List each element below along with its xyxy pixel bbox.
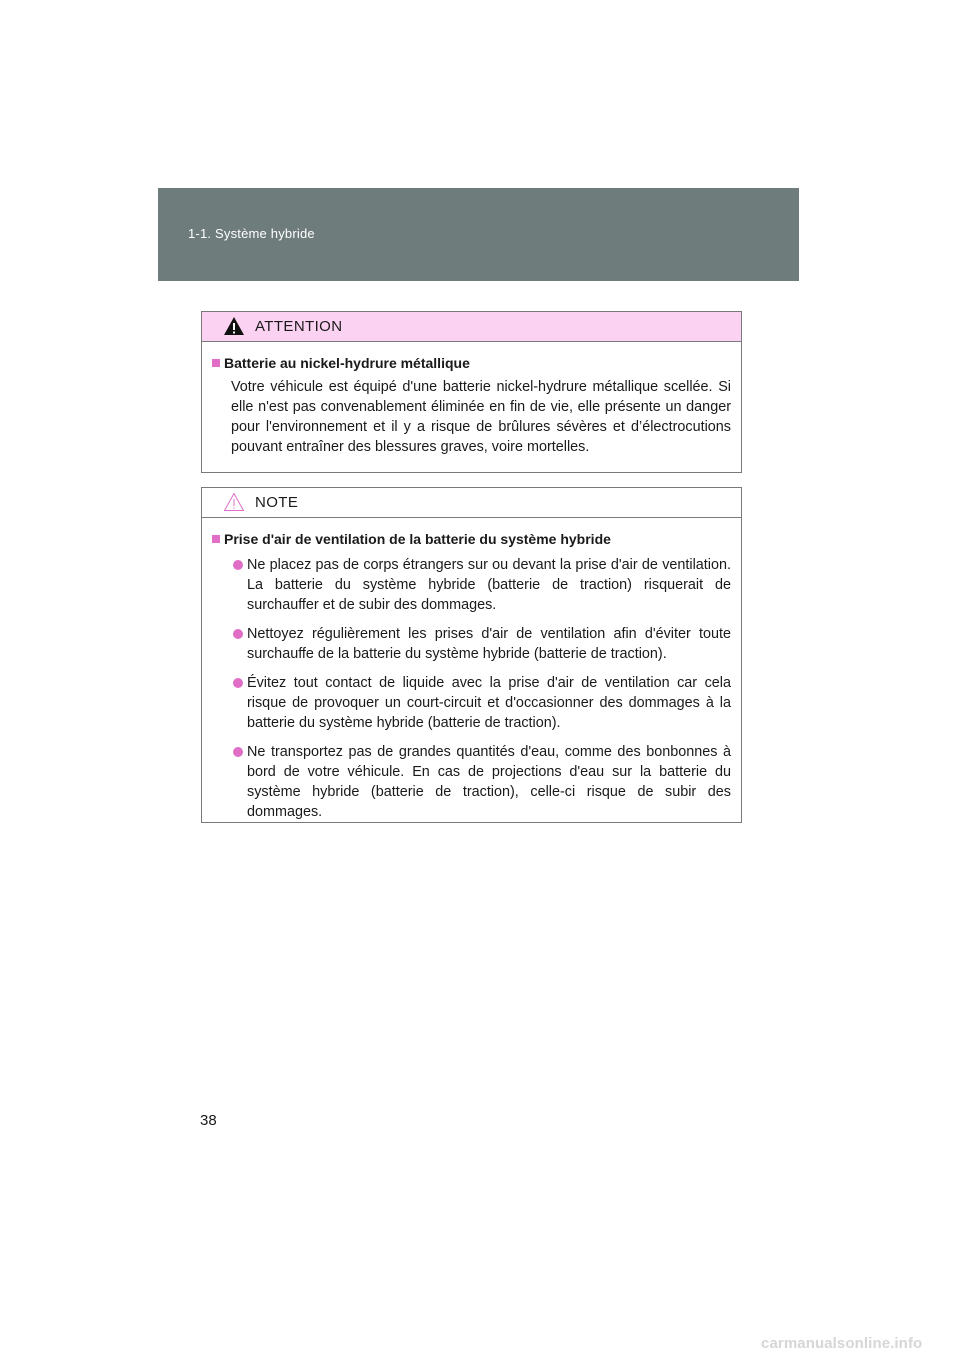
- attention-heading: ATTENTION: [255, 318, 343, 335]
- note-section-title: Prise d'air de ventilation de la batterie du système hybride: [212, 529, 731, 549]
- square-bullet-icon: [212, 535, 220, 543]
- note-bullet-item: Nettoyez régulièrement les prises d'air de ventilation afin d'éviter toute surchauffe de la batterie du système hybride (batterie de traction).: [233, 624, 731, 664]
- attention-section-title: Batterie au nickel-hydrure métallique: [212, 353, 731, 373]
- warning-outline-icon: [223, 492, 245, 512]
- square-bullet-icon: [212, 359, 220, 367]
- section-header-band: [158, 188, 799, 281]
- note-bullet-item: Ne placez pas de corps étrangers sur ou devant la prise d'air de ventilation. La batterie du système hybride (batterie de traction) risquerait de surchauffer et de subir des dommages.: [233, 555, 731, 615]
- note-header: [202, 488, 741, 518]
- section-title: 1-1. Système hybride: [188, 226, 315, 241]
- round-bullet-icon: [233, 629, 243, 639]
- round-bullet-icon: [233, 747, 243, 757]
- round-bullet-icon: [233, 560, 243, 570]
- attention-box: [201, 311, 742, 473]
- warning-icon: [223, 316, 245, 336]
- note-heading: NOTE: [255, 494, 299, 511]
- note-box: [201, 487, 742, 823]
- note-bullet-item: Ne transportez pas de grandes quantités d'eau, comme des bonbonnes à bord de votre véhicule. En cas de projections d'eau sur la batterie du système hybride (batterie de traction), celle-ci risque de subir des dommages.: [233, 742, 731, 822]
- round-bullet-icon: [233, 678, 243, 688]
- page-number: 38: [200, 1112, 217, 1129]
- note-bullet-item: Évitez tout contact de liquide avec la prise d'air de ventilation car cela risque de provoquer un court-circuit et d'occasionner des dommages à la batterie du système hybride (batterie de traction).: [233, 673, 731, 733]
- watermark: carmanualsonline.info: [761, 1335, 923, 1352]
- attention-text: Votre véhicule est équipé d'une batterie nickel-hydrure métallique scellée. Si elle n'est pas convenablement éliminée en fin de vie, elle présente un danger pour l'environnement et il y a risque de brûlures sévères et d’électrocutions pouvant entraîner des blessures graves, voire mortelles.: [231, 379, 731, 455]
- attention-header: [202, 312, 741, 342]
